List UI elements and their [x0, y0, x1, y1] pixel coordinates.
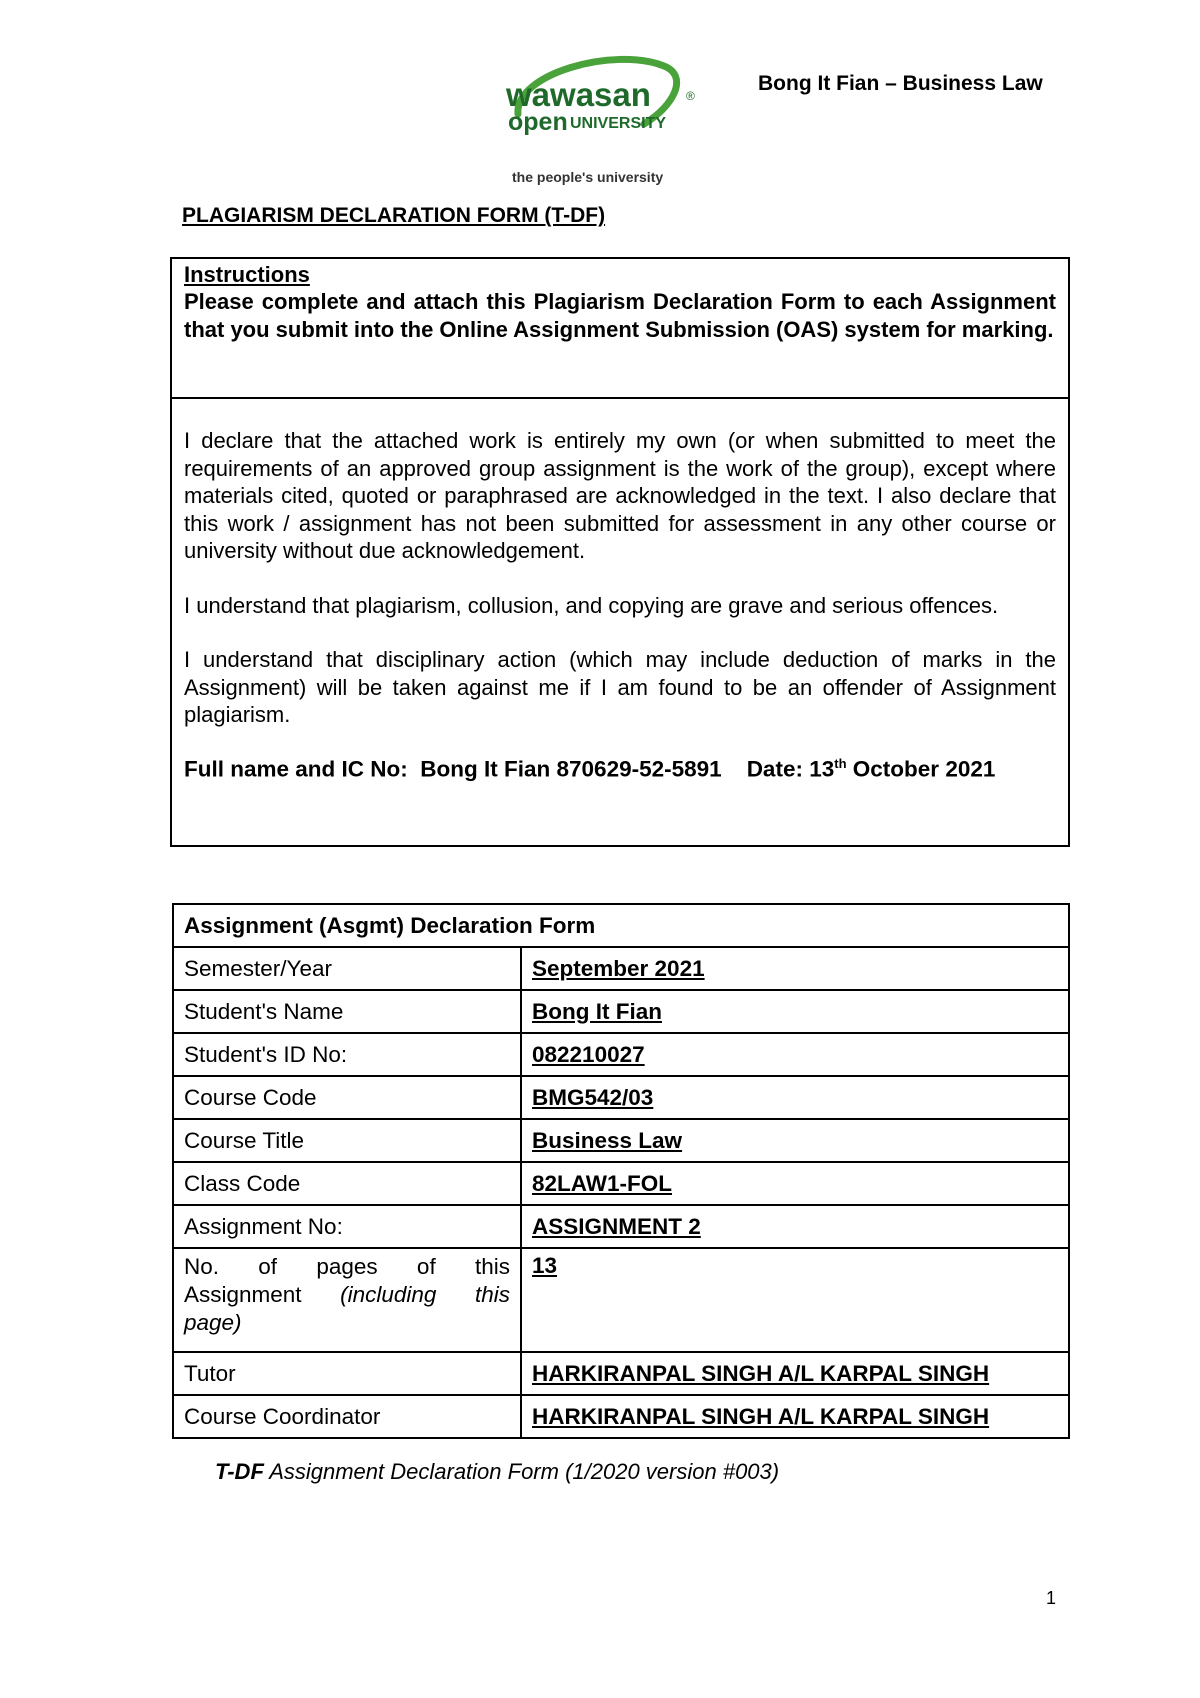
pages-label-assignment: Assignment [184, 1282, 302, 1307]
instructions-text: Please complete and attach this Plagiarism Declaration Form to each Assignment that you submit into the Online Assignment Submission (OAS) system for marking. [184, 289, 1056, 342]
logo-brand-university: UNIVERSITY [570, 115, 667, 132]
table-row-pages [173, 1248, 1069, 1352]
full-name-value: Bong It Fian 870629-52-5891 [420, 756, 722, 781]
instructions-heading: Instructions [184, 262, 310, 287]
row-label-class-code: Class Code [173, 1162, 521, 1205]
logo-brand-top: wawasan [506, 76, 651, 113]
row-value-tutor: HARKIRANPAL SINGH A/L KARPAL SINGH [521, 1352, 1069, 1395]
logo-tagline: the people's university [512, 169, 664, 185]
table-row [173, 1119, 1069, 1162]
form-version-note [215, 1459, 779, 1485]
row-value-semester-year: September 2021 [521, 947, 1069, 990]
university-logo [504, 54, 714, 190]
date-day: 13 [809, 756, 835, 781]
declaration-box [170, 397, 1070, 847]
row-label-assignment-no: Assignment No: [173, 1205, 521, 1248]
row-label-course-coordinator: Course Coordinator [173, 1395, 521, 1438]
table-row [173, 1033, 1069, 1076]
row-label-student-id: Student's ID No: [173, 1033, 521, 1076]
row-label-pages [173, 1248, 521, 1352]
declaration-signature-line [184, 756, 1056, 783]
full-name-label: Full name and IC No: [184, 756, 408, 781]
row-label-course-title: Course Title [173, 1119, 521, 1162]
row-label-course-code: Course Code [173, 1076, 521, 1119]
logo-registered-mark: ® [686, 89, 695, 103]
table-row [173, 1076, 1069, 1119]
table-row [173, 1395, 1069, 1438]
table-row [173, 1205, 1069, 1248]
form-code: T-DF [215, 1459, 264, 1484]
table-row [173, 990, 1069, 1033]
page-number: 1 [1046, 1588, 1057, 1608]
pages-label-line-3 [184, 1309, 510, 1337]
row-value-student-name: Bong It Fian [521, 990, 1069, 1033]
row-label-student-name: Student's Name [173, 990, 521, 1033]
row-value-course-title: Business Law [521, 1119, 1069, 1162]
date-label: Date: [746, 756, 803, 781]
row-value-class-code: 82LAW1-FOL [521, 1162, 1069, 1205]
row-value-assignment-no: ASSIGNMENT 2 [521, 1205, 1069, 1248]
date-ordinal-suffix: th [834, 755, 847, 771]
row-label-semester-year: Semester/Year [173, 947, 521, 990]
row-value-course-coordinator: HARKIRANPAL SINGH A/L KARPAL SINGH [521, 1395, 1069, 1438]
logo-brand-open: open [508, 108, 568, 136]
table-row [173, 1352, 1069, 1395]
form-title: PLAGIARISM DECLARATION FORM (T-DF) [182, 204, 606, 227]
declaration-paragraph-ownership: I declare that the attached work is entirely my own (or when submitted to meet the requirements of an approved group assignment is the work of the group), except where materials cited, quoted or paraphrased are acknowledged in the text. I also declare that this work / assignment has not been submitted for assessment in any other course or university without due acknowledgement. [184, 428, 1056, 563]
pages-label-page: page) [184, 1310, 242, 1335]
pages-label-line-1: No. of pages of this [184, 1254, 510, 1279]
table-row [173, 1162, 1069, 1205]
form-description: Assignment Declaration Form (1/2020 version #003) [269, 1459, 780, 1484]
table-header-row [173, 904, 1069, 947]
declaration-paragraph-offences: I understand that plagiarism, collusion, and copying are grave and serious offences. [184, 592, 999, 618]
table-heading: Assignment (Asgmt) Declaration Form [173, 904, 1069, 947]
row-value-course-code: BMG542/03 [521, 1076, 1069, 1119]
row-value-pages: 13 [521, 1248, 1069, 1352]
pages-label-line-2 [184, 1281, 510, 1309]
table-row [173, 947, 1069, 990]
instructions-box [170, 257, 1070, 399]
pages-label-including: (including this [340, 1282, 510, 1307]
date-month-year: October 2021 [852, 756, 996, 781]
row-label-tutor: Tutor [173, 1352, 521, 1395]
running-header-title: Bong It Fian – Business Law [758, 72, 1043, 95]
wawasan-logo-graphic [504, 54, 714, 190]
row-value-student-id: 082210027 [521, 1033, 1069, 1076]
declaration-paragraph-disciplinary: I understand that disciplinary action (which may include deduction of marks in the Assignment) will be taken against me if I am found to be an offender of Assignment plagiarism. [184, 647, 1056, 727]
assignment-declaration-table [172, 903, 1070, 1439]
